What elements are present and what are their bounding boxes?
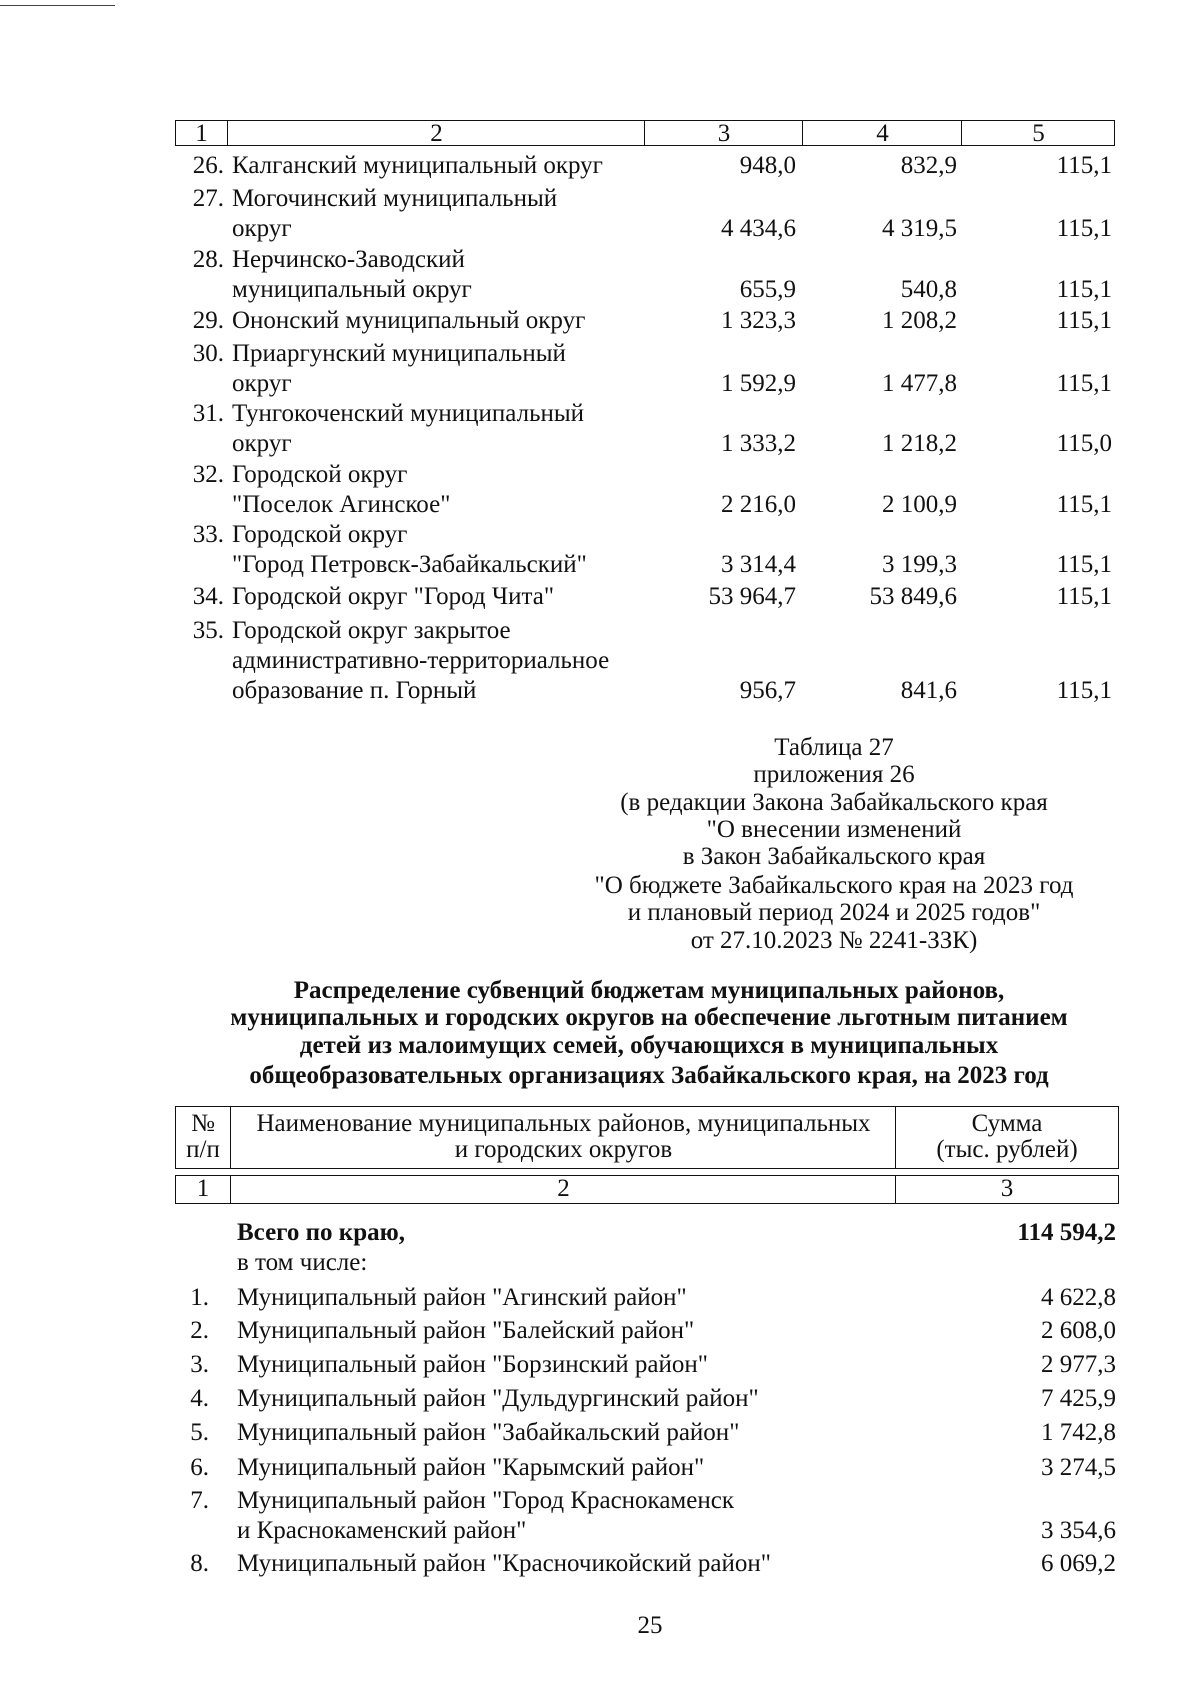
row-name: округ: [232, 215, 292, 242]
row-value-col5: 115,1: [1056, 307, 1112, 334]
header-sum-line: Сумма: [971, 1110, 1043, 1137]
annotation-line: "О бюджете Забайкальского края на 2023 год: [594, 872, 1074, 899]
col-num-1: 1: [196, 1175, 210, 1202]
row-number: 1.: [190, 1284, 209, 1311]
row-number: 26.: [192, 152, 224, 179]
annotation-line: "О внесении изменений: [706, 816, 962, 843]
row-name: Городской округ: [232, 521, 408, 548]
row-sum: 6 069,2: [1041, 1550, 1116, 1577]
row-value-col5: 115,1: [1056, 491, 1112, 518]
annotation-line: от 27.10.2023 № 2241-ЗЗК): [690, 927, 978, 954]
row-number: 29.: [192, 307, 224, 334]
row-value-col3: 53 964,7: [708, 583, 796, 610]
row-sum: 7 425,9: [1041, 1385, 1116, 1412]
row-value-col5: 115,0: [1056, 430, 1112, 457]
row-name: муниципальный округ: [232, 276, 472, 303]
row-value-col3: 1 333,2: [721, 430, 796, 457]
col-num-1: 1: [195, 120, 208, 147]
col-num-2: 2: [227, 121, 645, 145]
row-number: 31.: [192, 400, 224, 427]
row-name: округ: [232, 370, 292, 397]
row-value-col5: 115,1: [1056, 370, 1112, 397]
row-number: 34.: [192, 583, 224, 610]
row-name: Муниципальный район "Балейский район": [237, 1317, 695, 1344]
annotation-line: приложения 26: [753, 761, 915, 788]
row-name: Муниципальный район "Карымский район": [237, 1454, 705, 1481]
row-name: Могочинский муниципальный: [232, 185, 558, 212]
row-value-col4: 4 319,5: [882, 215, 957, 242]
total-value: 114 594,2: [1017, 1219, 1116, 1246]
title-line: Распределение субвенций бюджетам муниципальных районов,: [293, 977, 1005, 1004]
table2-header: [175, 1106, 1119, 1169]
row-name: Городской округ закрытое: [232, 617, 511, 644]
row-value-col4: 2 100,9: [882, 491, 957, 518]
row-number: 5.: [190, 1419, 209, 1446]
row-number: 28.: [192, 246, 224, 273]
row-number: 35.: [192, 617, 224, 644]
annotation-line: Таблица 27: [774, 734, 894, 761]
row-name: Городской округ: [232, 461, 408, 488]
table1-column-numbers: [175, 120, 1115, 146]
row-name: Городской округ "Город Чита": [232, 583, 555, 610]
row-value-col5: 115,1: [1056, 152, 1112, 179]
header-number: [176, 1107, 230, 1168]
row-value-col5: 115,1: [1056, 276, 1112, 303]
header-name-line: Наименование муниципальных районов, муниципальных: [256, 1110, 871, 1137]
row-value-col4: 1 477,8: [882, 370, 957, 397]
scan-edge-line: [0, 5, 115, 6]
row-name: Муниципальный район "Агинский район": [237, 1284, 687, 1311]
header-name: [230, 1107, 896, 1168]
title-line: детей из малоимущих семей, обучающихся в муниципальных: [299, 1032, 999, 1059]
col-num-3: 3: [895, 1176, 1118, 1203]
row-sum: 4 622,8: [1041, 1284, 1116, 1311]
row-name: Муниципальный район "Забайкальский район": [237, 1419, 740, 1446]
row-name: образование п. Горный: [232, 677, 477, 704]
row-name: административно-территориальное: [232, 647, 610, 674]
row-sum: 2 608,0: [1041, 1317, 1116, 1344]
row-sum: 1 742,8: [1041, 1419, 1116, 1446]
row-name: Муниципальный район "Красночикойский район": [237, 1550, 771, 1577]
annotation-line: в Закон Забайкальского края: [682, 843, 986, 870]
row-value-col4: 1 208,2: [882, 307, 957, 334]
header-name-line: и городских округов: [454, 1136, 673, 1163]
row-value-col4: 1 218,2: [882, 430, 957, 457]
row-sum: 3 354,6: [1041, 1517, 1116, 1544]
row-value-col3: 4 434,6: [721, 215, 796, 242]
row-value-col4: 53 849,6: [869, 583, 957, 610]
col-num-3: 3: [644, 121, 803, 145]
header-number-line: п/п: [186, 1136, 220, 1163]
row-value-col5: 115,1: [1056, 215, 1112, 242]
annotation-line: (в редакции Закона Забайкальского края: [620, 789, 1048, 816]
row-name: Тунгокоченский муниципальный: [232, 400, 585, 427]
row-number: 3.: [190, 1351, 209, 1378]
row-number: 2.: [190, 1317, 209, 1344]
row-sum: 2 977,3: [1041, 1351, 1116, 1378]
row-value-col4: 832,9: [900, 152, 957, 179]
title-line: муниципальных и городских округов на обеспечение льготным питанием: [230, 1004, 1068, 1031]
col-num-5: 5: [961, 121, 1115, 145]
row-value-col3: 3 314,4: [721, 551, 796, 578]
row-name: Муниципальный район "Дульдургинский район": [237, 1385, 759, 1412]
row-value-col5: 115,1: [1056, 677, 1112, 704]
row-value-col5: 115,1: [1056, 551, 1112, 578]
row-number: 6.: [190, 1454, 209, 1481]
col-num-2: 2: [230, 1176, 896, 1203]
row-value-col5: 115,1: [1056, 583, 1112, 610]
row-number: 8.: [190, 1550, 209, 1577]
col-num-4: 4: [802, 121, 962, 145]
row-number: 4.: [190, 1385, 209, 1412]
row-value-col4: 540,8: [900, 276, 957, 303]
total-label: Всего по краю,: [237, 1219, 405, 1246]
row-name: Калганский муниципальный округ: [232, 152, 603, 179]
row-value-col3: 2 216,0: [721, 491, 796, 518]
row-name: и Краснокаменский район": [237, 1517, 527, 1544]
row-name: "Поселок Агинское": [232, 491, 451, 518]
row-name: Муниципальный район "Борзинский район": [237, 1351, 708, 1378]
row-number: 27.: [192, 185, 224, 212]
row-value-col4: 3 199,3: [882, 551, 957, 578]
header-sum: [895, 1107, 1118, 1168]
row-number: 30.: [192, 340, 224, 367]
row-name: Муниципальный район "Город Краснокаменск: [237, 1487, 734, 1514]
row-number: 7.: [190, 1487, 209, 1514]
header-sum-line: (тыс. рублей): [936, 1136, 1078, 1163]
header-number-line: №: [191, 1110, 215, 1137]
row-name: округ: [232, 430, 292, 457]
row-name: Приаргунский муниципальный: [232, 340, 566, 367]
row-number: 32.: [192, 461, 224, 488]
row-value-col3: 655,9: [739, 276, 796, 303]
table2-column-numbers: [175, 1175, 1119, 1204]
annotation-line: и плановый период 2024 и 2025 годов": [627, 899, 1041, 926]
row-value-col3: 948,0: [739, 152, 796, 179]
row-name: "Город Петровск-Забайкальский": [232, 551, 587, 578]
page-number: 25: [637, 1612, 663, 1639]
row-sum: 3 274,5: [1041, 1454, 1116, 1481]
including-label: в том числе:: [237, 1249, 368, 1276]
row-value-col3: 956,7: [739, 677, 796, 704]
row-name: Ононский муниципальный округ: [232, 307, 586, 334]
title-line: общеобразовательных организациях Забайкальского края, на 2023 год: [249, 1062, 1049, 1089]
row-name: Нерчинско-Заводский: [232, 246, 465, 273]
row-value-col3: 1 592,9: [721, 370, 796, 397]
row-value-col3: 1 323,3: [721, 307, 796, 334]
row-number: 33.: [192, 521, 224, 548]
row-value-col4: 841,6: [900, 677, 957, 704]
